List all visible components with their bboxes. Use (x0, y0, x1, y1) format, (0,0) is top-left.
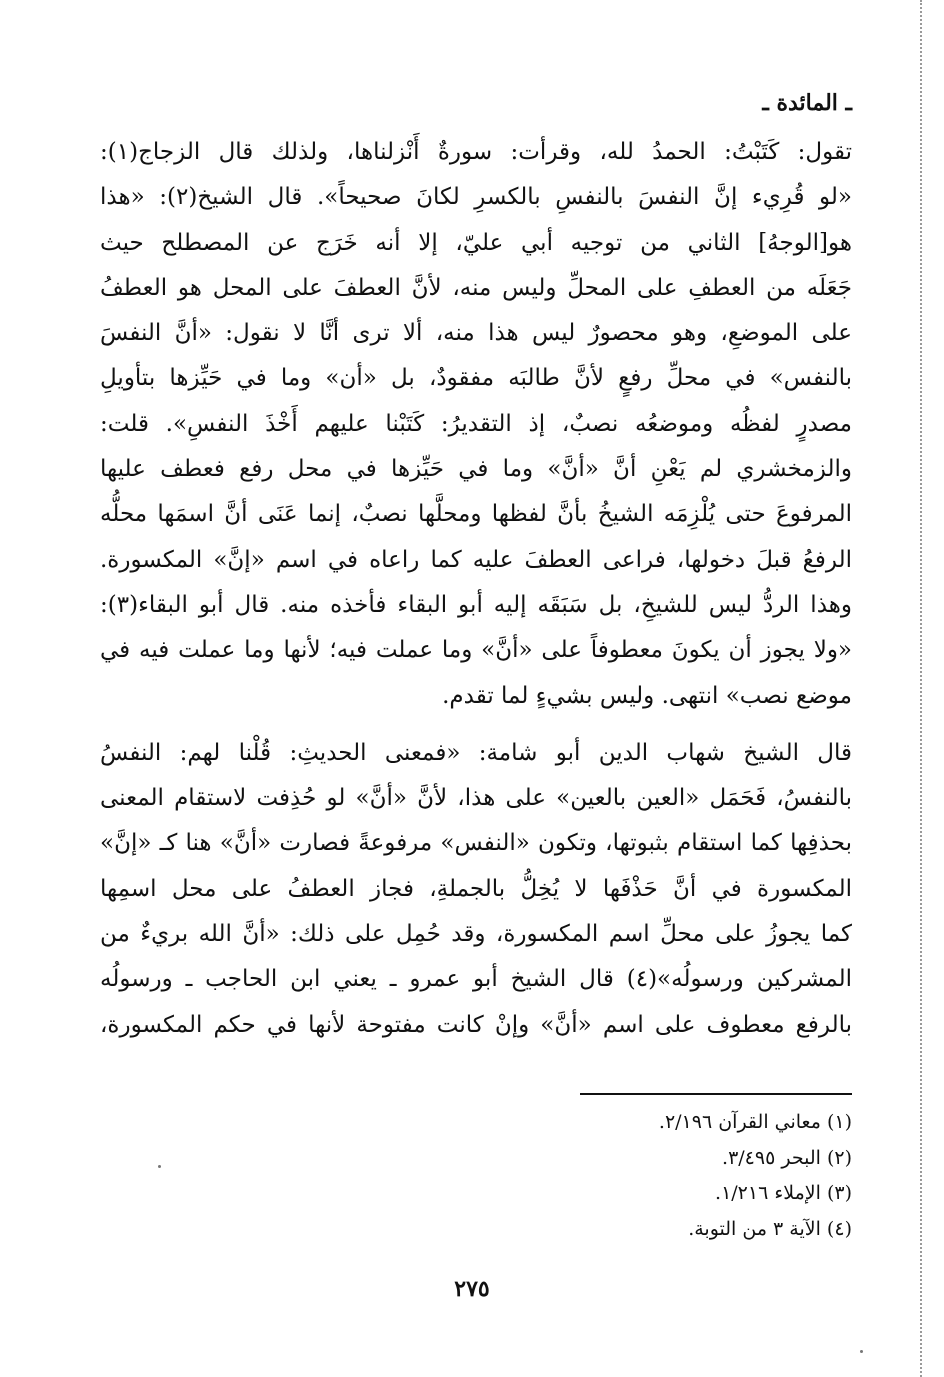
main-text (100, 130, 852, 1048)
text-line: جَعَلَه من العطفِ على المحلِّ وليس منه، لأنَّ العطفَ على المحل هو العطفُ (100, 274, 852, 301)
text-line: تقول: كَتَبْتُ: الحمدُ لله، وقرأت: سورةٌ أَنْزلناها، ولذلك قال الزجاج(١): (100, 139, 852, 165)
footnote: (٤) الآية ٣ من التوبة. (688, 1217, 852, 1240)
scan-speck (860, 1350, 863, 1353)
text-line: بالنفس» في محلِّ رفعٍ لأنَّ طالبَه مفقودٌ، بل «أن» وما في حَيِّزها بتأويلِ (100, 365, 852, 392)
text-line: بالنفسُ، فَحَمَل «العين بالعين» على هذا، لأنَّ «أنَّ» لو حُذِفت لاستقام المعنى (100, 785, 852, 812)
running-header: ـ المائدة ـ (762, 90, 852, 116)
text-line: وهذا الردُّ ليس للشيخِ، بل سَبَقَه إليه أبو البقاء فأخذه منه. قال أبو البقاء(٣): (100, 591, 852, 618)
text-line: كما يجوزُ على محلِّ اسم المكسورة، وقد حُمِل على ذلك: «أنَّ الله بريءٌ من (100, 921, 852, 948)
footnote: (١) معاني القرآن ٢/١٩٦. (658, 1111, 852, 1133)
text-line: مصدرٍ لفظُه وموضعُه نصبٌ، إذ التقديرُ: كَتَبْنا عليهم أَخْذَ النفسِ». قلت: (100, 410, 852, 437)
text-line: المكسورة في أنَّ حَذْفَها لا يُخِلُّ بالجملةِ، فجاز العطفُ على محل اسمِها (100, 875, 852, 902)
text-line: هو[الوجهُ] الثاني من توجيه أبي عليّ، إلا أنه خَرَج عن المصطلح حيث (100, 229, 852, 256)
text-line: الرفعُ قبلَ دخولها، فراعى العطفَ عليه كما راعاه في اسم «إنَّ» المكسورة. (100, 546, 852, 573)
text-line: بحذفِها كما استقام بثبوتها، وتكون «النفس» مرفوعةً فصارت «أنَّ» هنا كـ «إنَّ» (100, 830, 852, 857)
text-line: قال الشيخ شهاب الدين أبو شامة: «فمعنى الحديثِ: قُلْنا لهم: النفسُ (100, 739, 852, 766)
text-line: بالرفع معطوف على اسم «أنَّ» وإنْ كانت مفتوحة لأنها في حكم المكسورة، (100, 1011, 852, 1038)
footnote: (٢) البحر ٣/٤٩٥. (722, 1146, 852, 1169)
footnote: (٣) الإملاء ١/٢١٦. (715, 1182, 852, 1204)
footnotes (659, 1105, 852, 1247)
text-line: والزمخشري لم يَعْنِ أنَّ «أنَّ» وما في حَيِّزها في محل رفع فعطف عليها (100, 456, 852, 483)
page-edge-dotted-line (920, 0, 922, 1377)
page-number: ٢٧٥ (454, 1276, 490, 1302)
text-line: المرفوعَ حتى يُلْزِمَه الشيخُ بأنَّ لفظها ومحلَّها نصبٌ، إنما عَنَى أنَّ اسمَها محلُّه (100, 501, 852, 528)
text-line: المشركين ورسولُه»(٤) قال الشيخ أبو عمرو ـ يعني ابن الحاجب ـ ورسولُه (100, 966, 852, 993)
text-line: على الموضعِ، وهو محصورٌ ليس هذا منه، ألا ترى أنَّا لا نقول: «أنَّ النفسَ (100, 320, 852, 347)
text-line: موضع نصب» انتهى. وليس بشيءٍ لما تقدم. (442, 682, 852, 709)
paragraph-gap (100, 719, 852, 731)
text-line: «ولا يجوز أن يكونَ معطوفاً على «أنَّ» وما عملت فيه؛ لأنها وما عملت فيه في (100, 637, 852, 664)
scan-speck (158, 1165, 161, 1168)
footnote-separator (580, 1093, 852, 1095)
text-line: «لو قُرِيء إنَّ النفسَ بالنفسِ بالكسرِ لكانَ صحيحاً». قال الشيخ(٢): «هذا (100, 184, 852, 211)
